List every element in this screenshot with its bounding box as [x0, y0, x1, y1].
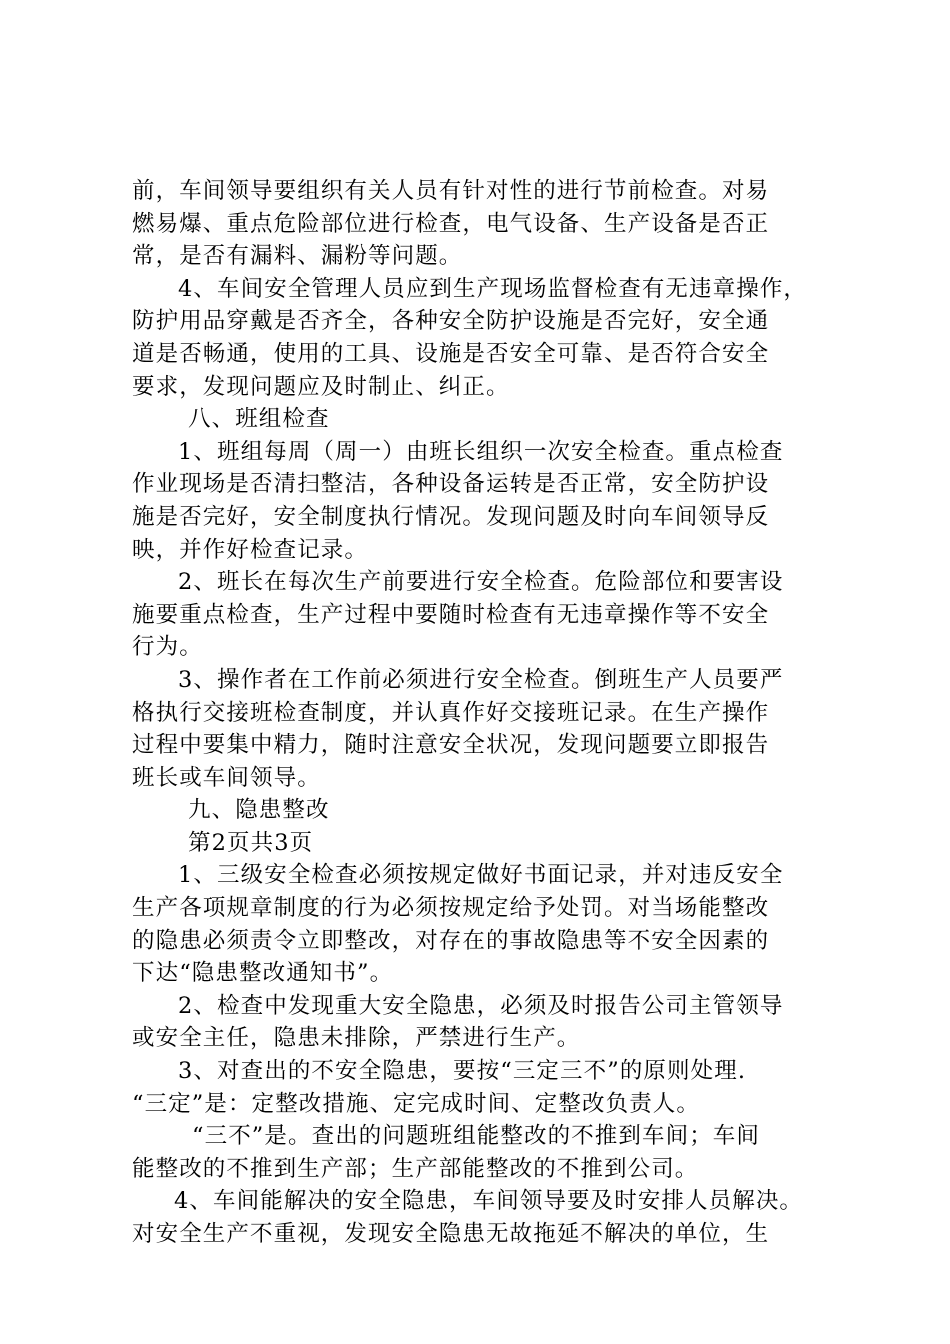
text-line: 过程中要集中精力，随时注意安全状况，发现问题要立即报告 [132, 732, 770, 759]
text-line: “三不”是。查出的问题班组能整改的不推到车间；车间 [192, 1123, 761, 1150]
text-line: 班长或车间领导。 [132, 764, 321, 791]
text-line: 2、检查中发现重大安全隐患，必须及时报告公司主管领导 [178, 992, 784, 1019]
document-page [132, 175, 832, 1251]
text-line: 施是否完好，安全制度执行情况。发现问题及时向车间领导反 [132, 503, 770, 530]
text-line: 防护用品穿戴是否齐全，各种安全防护设施是否完好，安全通 [132, 308, 770, 335]
text-line: 要求，发现问题应及时制止、纠正。 [132, 373, 510, 400]
text-line: 或安全主任，隐患未排除，严禁进行生产。 [132, 1025, 581, 1052]
text-line: 3、对查出的不安全隐患，要按“三定三不”的原则处理. [178, 1058, 747, 1085]
text-line: 生产各项规章制度的行为必须按规定给予处罚。对当场能整改 [132, 895, 770, 922]
section-heading: 九、隐患整改 [188, 797, 330, 824]
text-line: 作业现场是否清扫整洁，各种设备运转是否正常，安全防护设 [132, 471, 770, 498]
text-line: 道是否畅通，使用的工具、设施是否安全可靠、是否符合安全 [132, 340, 770, 367]
text-line: 能整改的不推到生产部；生产部能整改的不推到公司。 [132, 1155, 699, 1182]
page-number: 第2页共3页 [188, 829, 314, 856]
text-line: 行为。 [132, 634, 203, 661]
text-line: 常，是否有漏料、漏粉等问题。 [132, 243, 463, 270]
section-heading: 八、班组检查 [188, 406, 330, 433]
text-line: 对安全生产不重视，发现安全隐患无故拖延不解决的单位，生 [132, 1221, 770, 1247]
text-line: 4、车间安全管理人员应到生产现场监督检查有无违章操作， [178, 275, 808, 302]
text-line: 4、车间能解决的安全隐患，车间领导要及时安排人员解决。 [174, 1188, 804, 1215]
text-line: 下达“隐患整改通知书”。 [132, 960, 394, 987]
text-line: “三定”是：定整改措施、定完成时间、定整改负责人。 [132, 1090, 701, 1117]
text-line: 前，车间领导要组织有关人员有针对性的进行节前检查。对易 [132, 178, 770, 204]
text-line: 2、班长在每次生产前要进行安全检查。危险部位和要害设 [178, 569, 784, 596]
text-line: 的隐患必须责令立即整改，对存在的事故隐患等不安全因素的 [132, 927, 770, 954]
text-line: 燃易爆、重点危险部位进行检查，电气设备、生产设备是否正 [132, 210, 770, 237]
text-line: 映，并作好检查记录。 [132, 536, 369, 563]
text-line: 1、三级安全检查必须按规定做好书面记录，并对违反安全 [178, 862, 784, 889]
text-line: 施要重点检查，生产过程中要随时检查有无违章操作等不安全 [132, 601, 770, 628]
text-line: 3、操作者在工作前必须进行安全检查。倒班生产人员要严 [178, 666, 784, 693]
text-line: 格执行交接班检查制度，并认真作好交接班记录。在生产操作 [132, 699, 770, 726]
text-line: 1、班组每周（周一）由班长组织一次安全检查。重点检查 [178, 438, 784, 465]
